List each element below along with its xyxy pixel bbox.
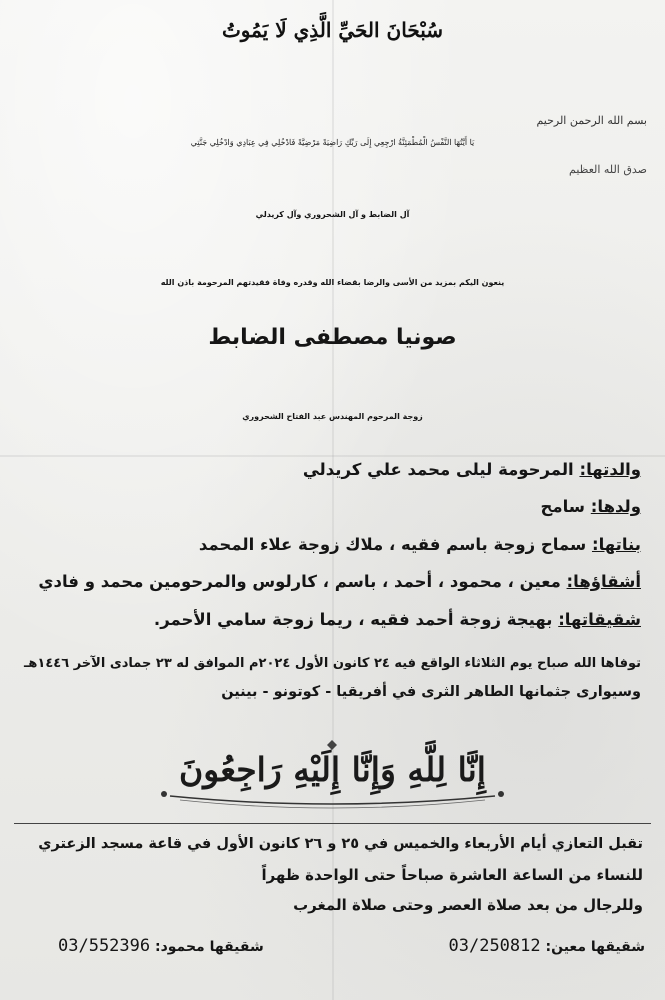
relative-value: بهيجة زوجة أحمد فقيه ، ريما زوجة سامي الأحمر. [153, 610, 553, 629]
deceased-description: زوجة المرحوم المهندس عبد الفتاح الشحروري [242, 412, 423, 421]
relative-line-mother [303, 460, 641, 479]
contact-label: شقيقها معين: [545, 939, 645, 955]
relative-label: أشقاؤها: [566, 572, 641, 591]
families-heading: آل الضابط و آل الشحروري وآل كريدلي [255, 210, 410, 219]
burial-line: وسيوارى جثمانها الطاهر الثرى في أفريقيا - كوتونو - بينين [221, 684, 641, 700]
sadaqa-text: صدق الله العظيم [569, 163, 647, 176]
contact-label: شقيقها محمود: [155, 939, 264, 955]
relative-line-daughters [199, 535, 641, 554]
deceased-name: صونيا مصطفى الضابط [208, 325, 457, 350]
relative-value: معين ، محمود ، أحمد ، باسم ، كارلوس والمرحومين محمد و فادي [38, 572, 561, 591]
announcement-text: ينعون اليكم بمزيد من الأسى والرضا بقضاء الله وقدره وفاة فقيدتهم المرحومة باذن الله [160, 278, 505, 287]
quran-phrase-box [150, 738, 515, 812]
relative-value: سامح [540, 497, 586, 516]
phone-number: 03/552396 [58, 936, 151, 956]
header-calligraphy: سُبْحَانَ الحَيِّ الَّذِي لَا يَمُوتُ [221, 18, 444, 42]
quran-verse: يَا أَيَّتُهَا النَّفْسُ الْمُطْمَئِنَّةُ ارْجِعِي إِلَى رَبِّكِ رَاضِيَةً مَرْضِيَّةً فَادْخُلِي فِي عِبَادِي وَادْخُلِي جَنَّتِي [190, 138, 475, 147]
condolence-line: وللرجال من بعد صلاة العصر وحتى صلاة المغرب [293, 896, 643, 914]
quran-phrase: إِنَّا لِلَّهِ وَإِنَّا إِلَيْهِ رَاجِعُونَ [179, 750, 486, 789]
phone-number: 03/250812 [448, 936, 541, 956]
relative-label: والدتها: [579, 460, 641, 479]
relative-line-brothers [38, 572, 641, 591]
section-divider [14, 823, 651, 824]
death-date-line: توفاها الله صباح يوم الثلاثاء الواقع فيه ٢٤ كانون الأول ٢٠٢٤م الموافق له ٢٣ جمادى الآخر ١٤٤٦هـ [23, 656, 641, 671]
relative-label: ولدها: [590, 497, 641, 516]
relative-line-sisters [154, 610, 641, 629]
relative-value: سماح زوجة باسم فقيه ، ملاك زوجة علاء المحمد [198, 535, 587, 554]
contact-brother-moein [449, 936, 646, 956]
relative-label: شقيقاتها: [558, 610, 641, 629]
contact-brother-mahmoud [58, 936, 264, 956]
condolence-line: للنساء من الساعة العاشرة صباحاً حتى الواحدة ظهراً [261, 866, 643, 884]
relative-label: بناتها: [591, 535, 641, 554]
relative-line-son [541, 497, 642, 516]
condolence-line: تقبل التعازي أيام الأربعاء والخميس في ٢٥ و ٢٦ كانون الأول في قاعة مسجد الزعتري [38, 836, 643, 852]
basmala: بسم الله الرحمن الرحيم [536, 114, 647, 127]
relative-value: المرحومة ليلى محمد علي كريدلي [302, 460, 574, 479]
